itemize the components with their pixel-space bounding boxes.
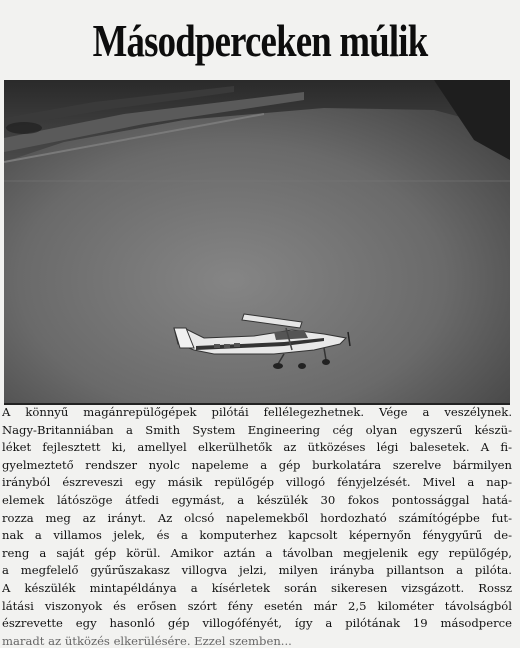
article-line: rozza meg az irányt. Az olcsó napelemekből hordozható számítógépbe fut- xyxy=(2,510,512,525)
article-line: észrevette egy hasonló gép villogófényét, így a pilótának 19 másodperce xyxy=(2,616,512,631)
article-line: látási viszonyok és erősen szórt fény esetén már 2,5 kilométer távolságból xyxy=(2,598,512,613)
airplane-photo xyxy=(4,80,510,403)
article-line: reng a saját gép körül. Amikor aztán a távolban megjelenik egy repülőgép, xyxy=(2,545,512,560)
article-line: A készülék mintapéldánya a kísérletek során sikeresen vizsgázott. Rossz xyxy=(2,580,512,595)
article-line: A könnyű magánrepülőgépek pilótái fellélegezhetnek. Vége a veszélynek. xyxy=(2,405,512,419)
article-line: elemek látószöge átfedi egymást, a készülék 30 fokos pontossággal hatá- xyxy=(2,492,512,507)
article-line: nak a villamos jelek, és a komputerhez kapcsolt képernyőn fénygyűrű de- xyxy=(2,528,512,543)
article-line: léket fejlesztett ki, amellyel elkerülhetők az ütközéses légi balesetek. A fi- xyxy=(2,440,512,455)
article-line: a megfelelő gyűrűszakasz villogva jelzi, milyen irányba pillantson a pilóta. xyxy=(2,563,512,578)
article-line: irányból észreveszi egy másik repülőgép villogó fényjelzését. Mivel a nap- xyxy=(2,475,512,490)
article-line: maradt az ütközés elkerülésére. Ezzel szemben... xyxy=(2,633,292,648)
article-line: Nagy-Britanniában a Smith System Engineering cég olyan egyszerű készü- xyxy=(2,422,512,437)
article-body xyxy=(2,404,514,648)
airplane-photo-illustration xyxy=(4,80,510,403)
headline: Másodperceken múlik xyxy=(92,15,428,66)
article-line: gyelmeztető rendszer nyolc napeleme a gép burkolatára szerelve bármilyen xyxy=(2,457,512,472)
